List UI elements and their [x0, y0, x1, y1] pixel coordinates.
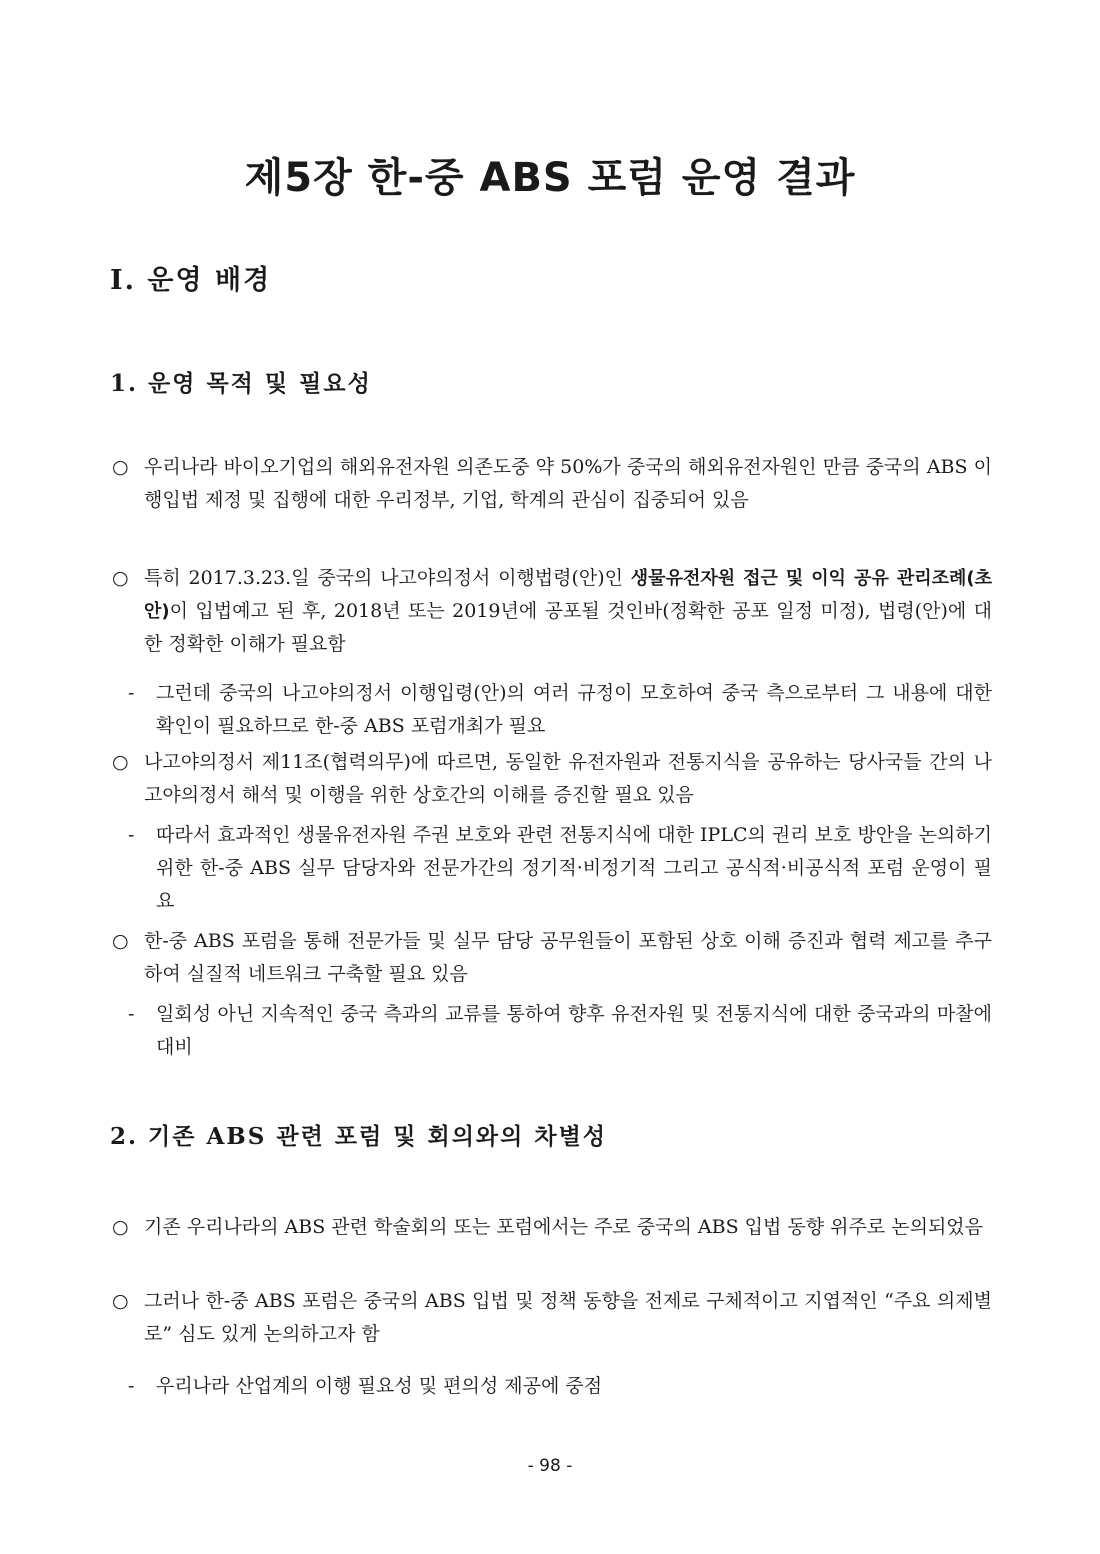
chapter-title: 제5장 한-중 ABS 포럼 운영 결과 [244, 155, 856, 201]
circle-bullet: ○ [112, 751, 129, 773]
item-text: 한-중 ABS 포럼을 통해 전문가들 및 실무 담당 공무원들이 포함된 상호 이해 증진과 협력 제고를 추구하여 실질적 네트워크 구축할 필요 있음 [144, 930, 992, 985]
circle-bullet: ○ [112, 456, 129, 478]
list-item [112, 746, 992, 812]
circle-bullet: ○ [112, 1216, 129, 1238]
list-item [128, 819, 992, 918]
dash-bullet: - [128, 824, 135, 846]
subsection-2-title: 2. 기존 ABS 관련 포럼 및 회의와의 차별성 [110, 1123, 608, 1150]
circle-bullet: ○ [112, 567, 129, 589]
item-text: 특히 2017.3.23.일 중국의 나고야의정서 이행법령(안)인 [144, 567, 631, 589]
item-text: 우리나라 산업계의 이행 필요성 및 편의성 제공에 중점 [156, 1375, 603, 1397]
item-text: 우리나라 바이오기업의 해외유전자원 의존도중 약 50%가 중국의 해외유전자원인 만큼 중국의 ABS 이행입법 제정 및 집행에 대한 우리정부, 기업, 학계의 관심이 집중되어 있음 [144, 456, 992, 511]
item-text: 기존 우리나라의 ABS 관련 학술회의 또는 포럼에서는 주로 중국의 ABS 입법 동향 위주로 논의되었음 [144, 1216, 984, 1238]
list-item [112, 451, 992, 517]
item-text: 그러나 한-중 ABS 포럼은 중국의 ABS 입법 및 정책 동향을 전제로 구체적이고 지엽적인 “주요 의제별로” 심도 있게 논의하고자 함 [144, 1290, 992, 1345]
page-number: - 98 - [527, 1456, 573, 1476]
dash-bullet: - [128, 682, 135, 704]
list-item [128, 998, 992, 1064]
item-text: 그런데 중국의 나고야의정서 이행입령(안)의 여러 규정이 모호하여 중국 측으로부터 그 내용에 대한 확인이 필요하므로 한-중 ABS 포럼개최가 필요 [156, 682, 992, 737]
list-item [112, 1285, 992, 1351]
list-item [128, 677, 992, 743]
dash-bullet: - [128, 1003, 135, 1025]
list-item [112, 562, 992, 661]
list-item [112, 925, 992, 991]
dash-bullet: - [128, 1375, 135, 1397]
item-text: 따라서 효과적인 생물유전자원 주권 보호와 관련 전통지식에 대한 IPLC의 권리 보호 방안을 논의하기 위한 한-중 ABS 실무 담당자와 전문가간의 정기적·비정기적 그리고 공식적·비공식적 포럼 운영이 필요 [156, 824, 992, 912]
list-item [112, 1211, 992, 1244]
list-item [128, 1370, 992, 1403]
item-text: 나고야의정서 제11조(협력의무)에 따르면, 동일한 유전자원과 전통지식을 공유하는 당사국들 간의 나고야의정서 해석 및 이행을 위한 상호간의 이해를 증진할 필요 있음 [144, 751, 992, 806]
subsection-1-title: 1. 운영 목적 및 필요성 [110, 370, 372, 397]
item-text-continued: 이 입법예고 된 후, 2018년 또는 2019년에 공포될 것인바(정확한 공포 일정 미정), 법령(안)에 대한 정확한 이해가 필요함 [144, 600, 992, 655]
circle-bullet: ○ [112, 930, 129, 952]
item-text-emphasis: 생물유전자원 접근 및 이익 공유 관리조례(초안) [144, 568, 992, 622]
circle-bullet: ○ [112, 1290, 129, 1312]
item-text: 일회성 아닌 지속적인 중국 측과의 교류를 통하여 향후 유전자원 및 전통지식에 대한 중국과의 마찰에 대비 [156, 1003, 992, 1058]
section-title: I. 운영 배경 [110, 265, 272, 296]
